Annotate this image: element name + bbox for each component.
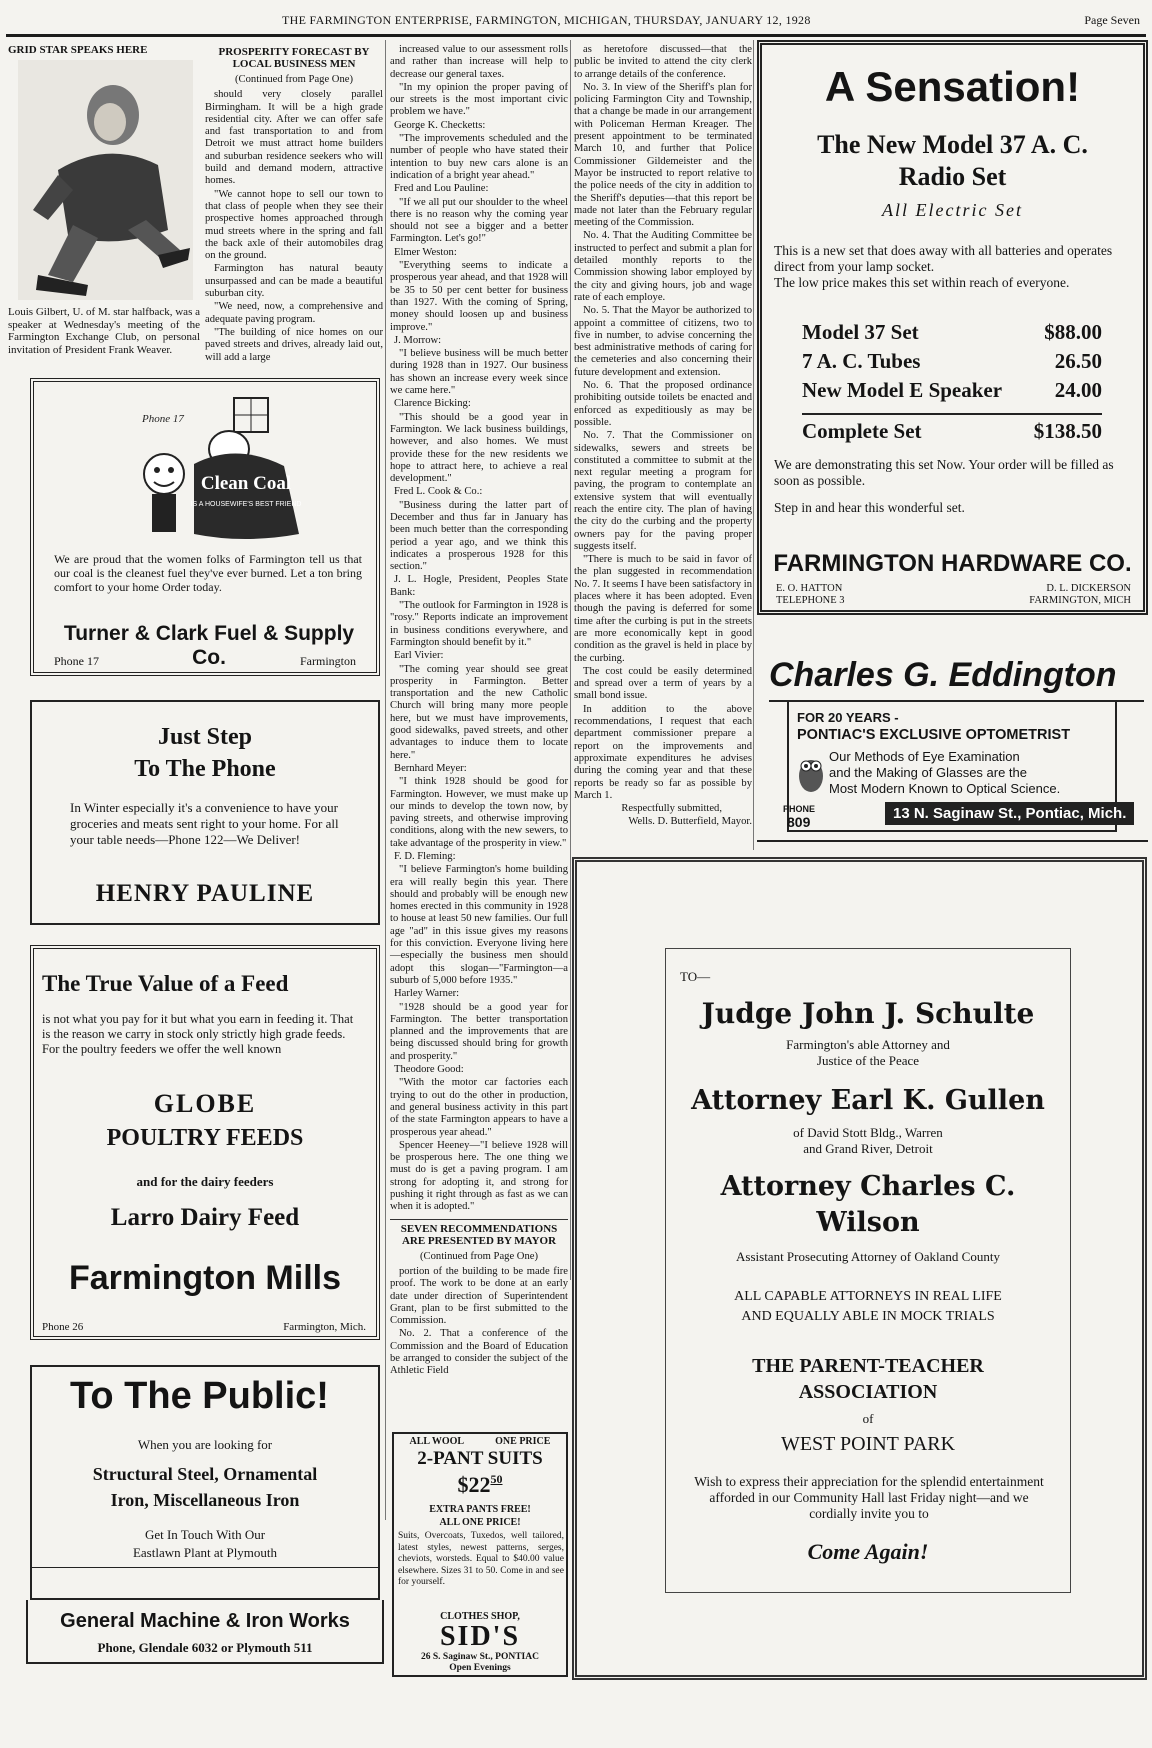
speaker-name: Clarence Bicking: [394, 398, 471, 410]
paragraph: Spencer Heeney—"I believe 1928 will be prosperous here. The one thing we must do is get a paving program. I am strong for adopting it, and strong for pushing it right through as fast as we can when it is adopted." [390, 1139, 568, 1213]
public-line5: Eastlawn Plant at Plymouth [132, 1545, 278, 1560]
optometrist-title: PONTIAC'S EXCLUSIVE OPTOMETRIST [797, 727, 1071, 743]
sack-sub-label: IS A HOUSEWIFE'S BEST FRIEND [190, 501, 302, 508]
signature: Wells. D. Butterfield, Mayor. [628, 816, 752, 828]
general-machine-border [26, 1600, 384, 1664]
prosperity-heading: PROSPERITY FORECAST BY LOCAL BUSINESS MEN [218, 46, 370, 70]
sids-one-price: ALL ONE PRICE! [439, 1517, 521, 1528]
sids-tag-price: ONE PRICE [495, 1436, 551, 1447]
optometrist-name: Charles G. Eddington [769, 656, 1117, 694]
paragraph: "The coming year should see great prosperity in Farmington. Better transportation and the new Catholic Church will bring many more people here, but we must have improvements, good sidewalks, paved streets, and other advantages to induce them to locate here." [390, 663, 568, 761]
continued-note: (Continued from Page One) [420, 1250, 538, 1262]
optometrist-desc3: Most Modern Known to Optical Science. [829, 781, 1061, 796]
price-row: New Model E Speaker 24.00 [802, 378, 1102, 402]
speaker-name: Fred L. Cook & Co.: [394, 486, 483, 498]
radio-left-contact [776, 583, 845, 607]
pta-line1: THE PARENT-TEACHER [752, 1355, 984, 1377]
sids-title: 2-PANT SUITS [417, 1448, 543, 1469]
optometrist-phone: 809 [787, 814, 811, 830]
speaker-name: Bernhard Meyer: [394, 762, 467, 774]
turner-body: We are proud that the women folks of Farmington tell us that our coal is the cleanest fuel they've ever burned. Let a ton bring comfort to your home Order today. [54, 552, 362, 594]
mills-town: Farmington, Mich. [283, 1321, 366, 1333]
paragraph: "The improvements scheduled and the number of people who have stated their intention to buy new cars alone is an indication of a bright year ahead." [390, 133, 568, 181]
pauline-name: HENRY PAULINE [95, 880, 315, 907]
gullen-desc2: and Grand River, Detroit [803, 1141, 933, 1156]
sids-price-cents: 50 [490, 1472, 503, 1486]
radio-step: Step in and hear this wonderful set. [774, 500, 965, 515]
paragraph: No. 7. That the Commissioner on sidewalks, sewers and streets be constituted a committee to submit at the next regular meeting a program for paving, the program to contemplate an extensive system that will eventually reach the entire city. The plan of having the city do the curbing and the property owners pay for the paving proper suggests itself. [574, 430, 752, 552]
column-divider [753, 40, 754, 850]
coal-sack-illustration [124, 394, 314, 544]
attorney-wilson-line1: Attorney Charles C. [720, 1171, 1016, 1202]
capable-line1: ALL CAPABLE ATTORNEYS IN REAL LIFE [734, 1289, 1002, 1304]
judge-desc2: Justice of the Peace [816, 1053, 920, 1068]
attorney-wilson-line2: Wilson [816, 1207, 920, 1238]
sids-extra: EXTRA PANTS FREE! [429, 1504, 531, 1515]
seven-recs-heading: SEVEN RECOMMENDATIONS ARE PRESENTED BY MAYOR [400, 1222, 558, 1247]
column-divider [570, 40, 571, 1280]
price-row: 7 A. C. Tubes 26.50 [802, 349, 1102, 373]
paragraph: No. 2. That a conference of the Commission and the Board of Education be arranged to consider the subject of the Athletic Field [390, 1328, 568, 1377]
radio-store: FARMINGTON HARDWARE CO. [773, 550, 1132, 577]
column-divider [385, 40, 386, 1520]
paragraph: "In my opinion the proper paving of our streets is the most important civic problem we have." [390, 81, 568, 118]
feed-body: is not what you pay for it but what you earn in feeding it. That is the reason we carry in stock only strictly high grade feeds. For the poultry feeders we offer the well known [42, 1012, 354, 1056]
paragraph: The cost could be easily determined and spread over a term of years by a small bond issue. [574, 665, 752, 702]
gullen-desc1: of David Stott Bldg., Warren [793, 1125, 943, 1140]
paragraph: "I believe Farmington's home building era will really begin this year. There should and probably will be enough new homes erected in this community in 1928 to house at least 50 new families. Our full age "ad" in this issue gives my reasons for this conviction. Everyone living here—especially the business men should adopt this slogan—"Farmington—a suburb of 5,000 before 1935." [390, 864, 568, 986]
sids-price: $22 [457, 1472, 491, 1497]
turner-name: Turner & Clark Fuel & Supply Co. [63, 622, 355, 669]
sids-address: 26 S. Saginaw St., PONTIAC [421, 1652, 539, 1662]
paragraph: increased value to our assessment rolls and rather than increase will help to decrease our general taxes. [390, 44, 568, 80]
paragraph: In addition to the above recommendations, I request that each department commissioner prepare a report on the improvements and approximate expenditures he advises during the coming year and that these reports be ready so far as possible by March 1. [574, 703, 752, 801]
paragraph: No. 5. That the Mayor be authorized to appoint a committee of citizens, two to five in number, to advise concerning the best administrative methods of caring for the cemeteries and also concerning their future development and extension. [574, 305, 752, 378]
speaker-name: Fred and Lou Pauline: [394, 183, 489, 195]
sack-label: Clean Coal [200, 473, 292, 494]
radio-headline: A Sensation! [824, 63, 1081, 110]
price-row: Model 37 Set $88.00 [802, 320, 1102, 344]
radio-sub1: The New Model 37 A. C. [817, 130, 1088, 159]
optometrist-desc2: and the Making of Glasses are the [829, 765, 1028, 780]
radio-sub3: All Electric Set [882, 200, 1023, 220]
paragraph: as heretofore discussed—that the public be invited to attend the city clerk to arrange details of the conference. [574, 44, 752, 80]
turner-clark-ad [30, 378, 380, 676]
paragraph: "Business during the latter part of December and thus far in January has been much better than the corresponding period a year ago, and we think this indicates a prosperous 1928 for this section." [390, 499, 568, 573]
paragraph: Farmington has natural beauty unsurpassed and can be made a beautiful suburban city. [205, 263, 383, 300]
page-number: Page Seven [1084, 13, 1140, 27]
seven-recs-story [574, 44, 752, 834]
continued-note: (Continued from Page One) [235, 74, 353, 85]
optometrist-address: 13 N. Saginaw St., Pontiac, Mich. [885, 802, 1134, 825]
judge-desc1: Farmington's able Attorney and [786, 1037, 950, 1052]
sids-ad [392, 1432, 568, 1677]
paragraph: "The outlook for Farmington in 1928 is "rosy." Reports indicate an improvement in business conditions everywhere, and Farmington should benefit by it." [390, 600, 568, 648]
optometrist-phone-label: PHONE [783, 804, 816, 814]
pauline-body: In Winter especially it's a convenience to have your groceries and meats sent right to your home. For all your table needs—Phone 122—We Deliver! [70, 800, 339, 847]
farmington-mills-ad [30, 945, 380, 1340]
grid-star-caption: Louis Gilbert, U. of M. star halfback, was a speaker at Wednesday's meeting of the Farmington Exchange Club, on personal invitation of President Frank Weaver. [8, 306, 200, 356]
paragraph: "1928 should be a good year for Farmington. The better transportation planned and the improvements that are being discussed should bring for growth and prosperity." [390, 1001, 568, 1062]
masthead-title: THE FARMINGTON ENTERPRISE, FARMINGTON, MICHIGAN, THURSDAY, JANUARY 12, 1928 [282, 13, 811, 27]
divider [32, 1567, 378, 1568]
larro-text: Larro Dairy Feed [110, 1204, 300, 1231]
radio-desc1: This is a new set that does away with all batteries and operates direct from your lamp socket. [774, 243, 1113, 274]
owl-icon [797, 750, 825, 794]
general-machine-name: General Machine & Iron Works [60, 1610, 350, 1632]
public-line1: When you are looking for [137, 1437, 273, 1452]
pauline-line1: Just Step [157, 724, 253, 750]
optometrist-desc1: Our Methods of Eye Examination [829, 749, 1020, 764]
radio-price-list [802, 320, 1102, 444]
public-line3: Iron, Miscellaneous Iron [110, 1490, 300, 1510]
pta-park: WEST POINT PARK [780, 1433, 956, 1455]
price-total-row: Complete Set $138.50 [802, 413, 1102, 444]
turner-town: Farmington [300, 654, 356, 668]
public-line2: Structural Steel, Ornamental [92, 1464, 318, 1484]
feed-title: The True Value of a Feed [42, 971, 289, 996]
mills-phone: Phone 26 [42, 1321, 84, 1333]
henry-pauline-ad [30, 700, 380, 925]
speaker-name: Earl Vivier: [394, 650, 444, 662]
public-title: To The Public! [70, 1375, 329, 1417]
judge-name: Judge John J. Schulte [701, 997, 1035, 1030]
radio-ad [757, 40, 1148, 615]
paragraph: "There is much to be said in favor of the plan suggested in recommendation No. 7. It seems I have been satisfactory in places where it has been adopted. Even though the paving is deferred for some time after the curbing is put in the streets are more economically kept in good condition as the gravel is held in place by the curbing. [574, 554, 752, 664]
optometrist-years: FOR 20 YEARS - [797, 710, 899, 725]
paragraph: "I think 1928 should be good for Farmington. However, we must make up our minds to develop the town now, by paving streets, and otherwise improving conditions, along with the new sewers, to take advantage of the prosperity in view." [390, 776, 568, 849]
speaker-name: George K. Checketts: [394, 119, 486, 131]
speaker-name: J. L. Hogle, President, Peoples State Bank: [390, 574, 568, 598]
sign-off: Respectfully submitted, [621, 803, 722, 815]
mills-name: Farmington Mills [69, 1259, 341, 1297]
masthead-rule [6, 34, 1146, 37]
prosperity-story-part1 [205, 44, 383, 366]
paragraph: "With the motor car factories each trying to out do the other in production, and general business activity in this part of the state Farmington appears to have a prosperous year ahead." [390, 1077, 568, 1138]
speaker-name: Elmer Weston: [394, 246, 457, 258]
dickerson-name: D. L. DICKERSON [1046, 583, 1131, 594]
attorney-gullen: Attorney Earl K. Gullen [691, 1085, 1045, 1116]
sids-shop: CLOTHES SHOP, [440, 1611, 520, 1622]
paragraph: "The building of nice homes on our paved streets and drives, already laid out, will add a large [205, 326, 383, 363]
speaker-name: J. Morrow: [394, 334, 442, 346]
public-line4: Get In Touch With Our [144, 1527, 266, 1542]
sids-body: Suits, Overcoats, Tuxedos, well tailored, latest styles, newest patterns, serges, cheviots, worsteds. Equal to $40.00 value elsewhere. Sizes 31 to 50. Come in and see for yourself. [398, 1531, 564, 1587]
speaker-name: Theodore Good: [394, 1064, 464, 1076]
paragraph: should very closely parallel Birmingham. It will be a high grade residential city. After we can offer safe and fast transportation to and from Detroit we must attract home builders and suburban residence seekers who will build and demand modern, attractive homes. [205, 89, 383, 187]
paragraph: "Everything seems to indicate a prosperous year ahead, and that 1928 will be 35 to 50 per cent better for business than 1927. With the coming of Spring, money should loosen up and business improve." [390, 260, 568, 333]
paragraph: No. 6. That the proposed ordinance prohibiting outside toilets be enacted and enforced as expeditiously as may be possible. [574, 380, 752, 428]
paragraph: No. 3. In view of the Sheriff's plan for policing Farmington City and Township, that a change be made in our arrangement with Policeman Herman Kreager. The present appointment to be terminated March 10, and further that Police Commissioner Gildemeister and the Mayor be instructed to report relative to the police needs of the city in addition to the Sheriff's deputies—that this report be made not later than the February regular meeting of the Commission. [574, 81, 752, 229]
section-rule [757, 840, 1148, 842]
paragraph: "I believe business will be much better during 1928 than in 1927. Our business has shown an increase every week since we came here." [390, 348, 568, 397]
prosperity-story-part2 [390, 44, 568, 1377]
paragraph: "We need, now, a comprehensive and adequate paving program. [205, 301, 383, 325]
pauline-line2: To The Phone [134, 756, 276, 782]
grid-star-story [8, 44, 200, 366]
pta-line2: ASSOCIATION [798, 1381, 938, 1403]
radio-sub2: Radio Set [898, 162, 1007, 191]
capable-line2: AND EQUALLY ABLE IN MOCK TRIALS [741, 1309, 995, 1324]
globe-text: GLOBE [153, 1089, 257, 1118]
paragraph: "If we all put our shoulder to the wheel there is no reason why the coming year should not see a bigger and a better Farmington. Let's go!" [390, 196, 568, 245]
general-machine-ad [30, 1365, 380, 1600]
radio-right-contact [1029, 583, 1131, 607]
sids-hours: Open Evenings [449, 1663, 511, 1673]
radio-demo: We are demonstrating this set Now. Your order will be filled as soon as possible. [774, 457, 1114, 488]
dairy-intro: and for the dairy feeders [136, 1174, 274, 1189]
wilson-desc: Assistant Prosecuting Attorney of Oakland County [736, 1249, 1000, 1264]
turner-phone: Phone 17 [54, 654, 99, 668]
paragraph: "This should be a good year in Farmington. We lack business buildings, however, and also homes. We must provide these for the new residents we hope to attract here, to achieve a real development." [390, 411, 568, 485]
sids-name: SID'S [439, 1621, 521, 1652]
paragraph: portion of the building to be made fire proof. The work to be done at an early date under direction of Superintendent Grant, plan to be first submitted to the Commission. [390, 1265, 568, 1327]
pta-to: TO— [680, 969, 711, 984]
grid-star-heading: GRID STAR SPEAKS HERE [8, 44, 148, 56]
speaker-name: F. D. Fleming: [394, 851, 456, 862]
pta-ad [665, 948, 1071, 1593]
football-player-photo [18, 60, 193, 300]
paragraph: No. 4. That the Auditing Committee be instructed to perfect and submit a plan for detailed monthly reports to the Commission showing labor employed by the city and giving hours, job and wage rate of each employe. [574, 230, 752, 303]
pta-body: Wish to express their appreciation for the splendid entertainment afforded in our Community Hall last Friday night—and we cordially invite you to [694, 1474, 1044, 1521]
phone-sign: Phone 17 [142, 413, 184, 425]
paragraph: "We cannot hope to sell our town to that class of people when they see their prospective homes approached through mud streets where in the spring and fall the back axle of their automobiles drag on the ground. [205, 188, 383, 262]
radio-desc2: The low price makes this set within reach of everyone. [774, 275, 1070, 290]
pta-of: of [862, 1411, 874, 1426]
hatton-name: E. O. HATTON [776, 583, 843, 594]
optometrist-ad [757, 638, 1147, 838]
page-header [0, 10, 1152, 32]
sids-tag-wool: ALL WOOL [409, 1436, 465, 1447]
pta-come-again: Come Again! [807, 1539, 929, 1564]
hatton-phone: TELEPHONE 3 [776, 595, 845, 606]
general-machine-phone: Phone, Glendale 6032 or Plymouth 511 [97, 1640, 313, 1655]
speaker-name: Harley Warner: [394, 988, 460, 1000]
dickerson-town: FARMINGTON, MICH [1029, 595, 1131, 606]
poultry-feeds-text: POULTRY FEEDS [106, 1125, 304, 1151]
